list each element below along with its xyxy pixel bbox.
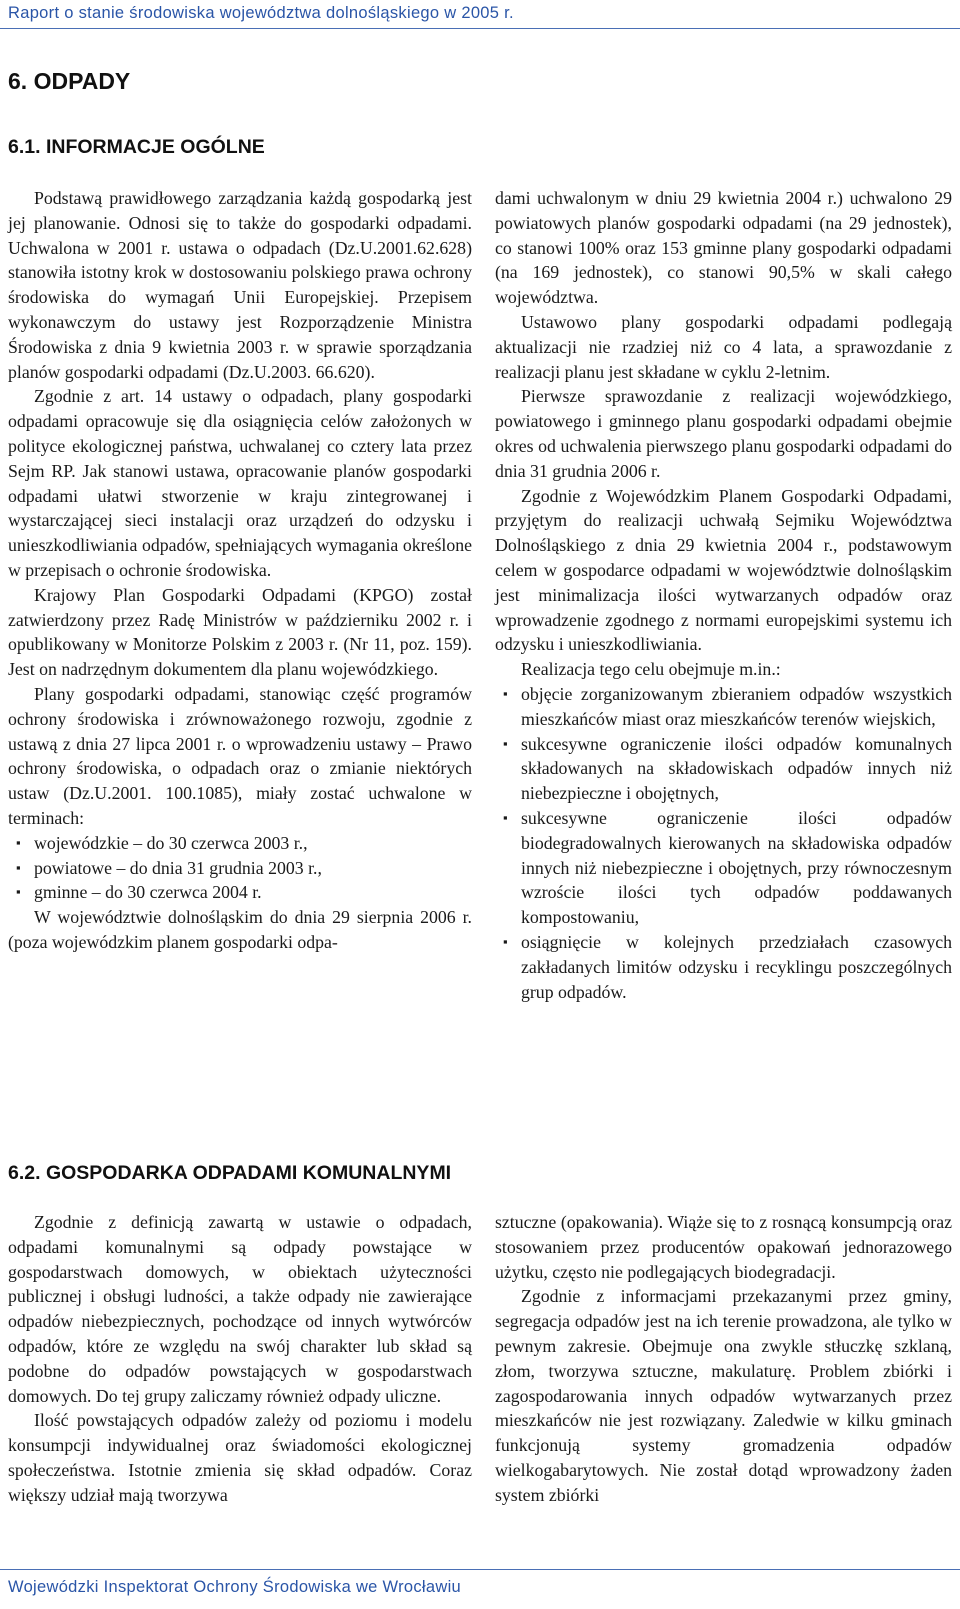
header-divider xyxy=(0,28,960,29)
goals-list xyxy=(495,682,952,1004)
paragraph: dami uchwalonym w dniu 29 kwietnia 2004 r.) uchwalono 29 powiatowych planów gospodarki odpadami (na 29 jednostek), co stanowi 100% oraz 153 gminne plany gospodarki odpadami (na 169 jednostek), co stanowi 90,5% w skali całego województwa. xyxy=(495,188,952,308)
list-item: ▪ objęcie zorganizowanym zbieraniem odpadów wszystkich mieszkańców miast oraz mieszkańców terenów wiejskich, xyxy=(511,682,952,732)
footer-divider xyxy=(0,1569,960,1570)
paragraph: Ilość powstających odpadów zależy od poziomu i modelu konsumpcji indywidualnej oraz świadomości ekologicznej społeczeństwa. Istotnie zmienia się skład odpadów. Coraz większy udział mają tworzywa xyxy=(8,1410,472,1505)
chapter-title: 6. ODPADY xyxy=(8,68,131,94)
paragraph: Realizacja tego celu obejmuje m.in.: xyxy=(521,659,781,680)
section-6-2-right-column xyxy=(495,1210,952,1508)
running-footer: Wojewódzki Inspektorat Ochrony Środowiska we Wrocławiu xyxy=(8,1578,462,1596)
paragraph: Zgodnie z definicją zawartą w ustawie o odpadach, odpadami komunalnymi są odpady powstające w gospodarstwach domowych, w obiektach użyteczności publicznej i obsługi ludności, a także odpady nie zawierające odpadów niebezpiecznych, pochodzące od innych wytwórców odpadów, które ze względu na swój charakter lub skład są podobne do odpadów powstających w gospodarstwach domowych. Do tej grupy zaliczamy również odpady uliczne. xyxy=(8,1212,472,1406)
section-heading-6-1: 6.1. INFORMACJE OGÓLNE xyxy=(8,136,265,158)
list-item: ▪ sukcesywne ograniczenie ilości odpadów biodegradowalnych kierowanych na składowiska odpadów innych niż niebezpieczne i obojętnych, przy równoczesnym wzroście ilości tych odpadów poddawanych kompostowaniu, xyxy=(511,806,952,930)
list-item: ▪ wojewódzkie – do 30 czerwca 2003 r., xyxy=(24,831,472,856)
paragraph: Krajowy Plan Gospodarki Odpadami (KPGO) został zatwierdzony przez Radę Ministrów w październiku 2002 r. i opublikowany w Monitorze Polskim z 2003 r. (Nr 11, poz. 159). Jest on nadrzędnym dokumentem dla planu wojewódzkiego. xyxy=(8,584,472,680)
list-item: ▪ gminne – do 30 czerwca 2004 r. xyxy=(24,880,472,905)
section-6-2-left-column xyxy=(8,1210,472,1508)
list-item: ▪ powiatowe – do dnia 31 grudnia 2003 r., xyxy=(24,856,472,881)
section-6-1-left-column xyxy=(8,186,472,955)
paragraph: Zgodnie z Wojewódzkim Planem Gospodarki Odpadami, przyjętym do realizacji uchwałą Sejmiku Województwa Dolnośląskiego z dnia 29 kwietnia 2004 r., podstawowym celem w gospodarce odpadami w województwie dolnośląskim jest minimalizacja ilości wytwarzanych odpadów oraz wprowadzenie zgodnego z normami europejskimi systemu ich odzysku i unieszkodliwiania. xyxy=(495,485,952,655)
section-heading-6-2: 6.2. GOSPODARKA ODPADAMI KOMUNALNYMI xyxy=(8,1162,452,1184)
paragraph: Podstawą prawidłowego zarządzania każdą gospodarką jest jej planowanie. Odnosi się to także do gospodarki odpadami. Uchwalona w 2001 r. ustawa o odpadach (Dz.U.2001.62.628) stanowiła istotny krok w dostosowaniu polskiego prawa ochrony środowiska do wymagań Unii Europejskiej. Przepisem wykonawczym do ustawy jest Rozporządzenie Ministra Środowiska z dnia 9 kwietnia 2003 r. w sprawie sporządzania planów gospodarki odpadami (Dz.U.2003. 66.620). xyxy=(8,188,472,382)
paragraph: W województwie dolnośląskim do dnia 29 sierpnia 2006 r. (poza wojewódzkim planem gospodarki odpa- xyxy=(8,907,472,952)
paragraph: Plany gospodarki odpadami, stanowiąc część programów ochrony środowiska i zrównoważonego rozwoju, zgodnie z ustawą z dnia 27 lipca 2001 r. o wprowadzeniu ustawy – Prawo ochrony środowiska, o odpadach oraz o zmianie niektórych ustaw (Dz.U.2001. 100.1085), miały zostać uchwalone w terminach: xyxy=(8,683,472,828)
paragraph: Pierwsze sprawozdanie z realizacji wojewódzkiego, powiatowego i gminnego planu gospodarki odpadami obejmie okres od uchwalenia pierwszego planu gospodarki odpadami do dnia 31 grudnia 2006 r. xyxy=(495,386,952,481)
running-header: Raport o stanie środowiska województwa dolnośląskiego w 2005 r. xyxy=(8,4,514,22)
list-item: ▪ osiągnięcie w kolejnych przedziałach czasowych zakładanych limitów odzysku i recyklingu poszczególnych grup odpadów. xyxy=(511,930,952,1004)
section-6-1-right-column xyxy=(495,186,952,1004)
deadline-list xyxy=(8,831,472,905)
paragraph: sztuczne (opakowania). Wiąże się to z rosnącą konsumpcją oraz stosowaniem przez producentów opakowań jednorazowego użytku, często nie podlegających biodegradacji. xyxy=(495,1212,952,1282)
paragraph: Ustawowo plany gospodarki odpadami podlegają aktualizacji nie rzadziej niż co 4 lata, a sprawozdanie z realizacji planu jest składane w cyklu 2-letnim. xyxy=(495,311,952,382)
paragraph: Zgodnie z art. 14 ustawy o odpadach, plany gospodarki odpadami opracowuje się dla osiągnięcia celów założonych w polityce ekologicznej państwa, uchwalanej co cztery lata przez Sejm RP. Jak stanowi ustawa, opracowanie planów gospodarki odpadami ułatwi stworzenie w kraju zintegrowanej i wystarczającej sieci instalacji oraz urządzeń do odzysku i unieszkodliwiania odpadów, spełniających wymagania określone w przepisach o ochronie środowiska. xyxy=(8,386,472,580)
paragraph: Zgodnie z informacjami przekazanymi przez gminy, segregacja odpadów jest na ich terenie prowadzona, ale tylko w pewnym zakresie. Obejmuje ona zwykle stłuczkę szklaną, złom, tworzywa sztuczne, makulaturę. Problem zbiórki i zagospodarowania innych odpadów wytwarzanych przez mieszkańców nie jest rozwiązany. Zaledwie w kilku gminach funkcjonują systemy gromadzenia odpadów wielkogabarytowych. Nie został dotąd wprowadzony żaden system zbiórki xyxy=(495,1286,952,1505)
list-item: ▪ sukcesywne ograniczenie ilości odpadów komunalnych składowanych na składowiskach odpadów innych niż niebezpieczne i obojętnych, xyxy=(511,732,952,806)
